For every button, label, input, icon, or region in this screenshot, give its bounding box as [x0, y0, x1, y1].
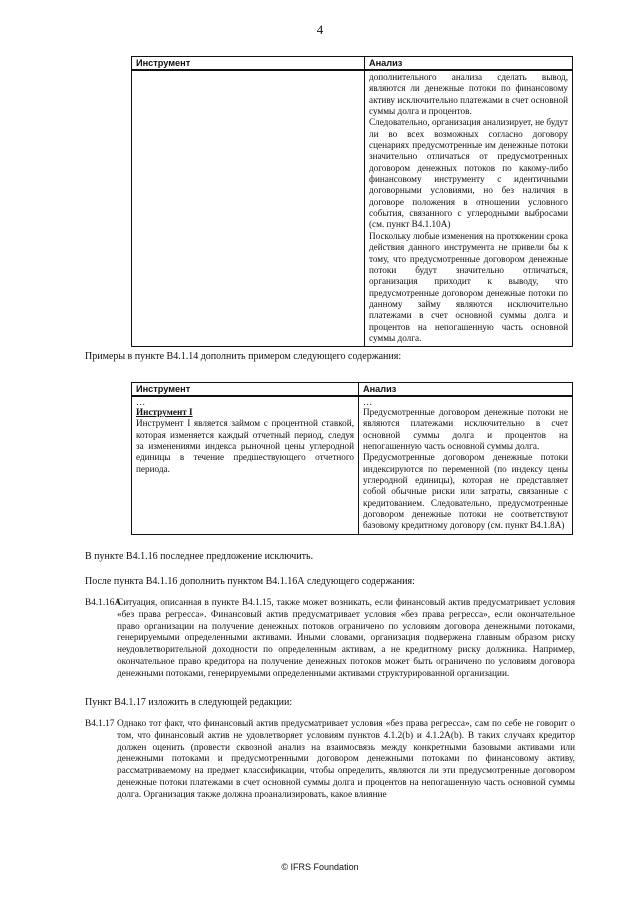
table2-ellipsis: … [136, 397, 146, 407]
table1-instrument-cell [132, 70, 365, 347]
table1-analysis-paragraph: Следовательно, организация анализирует, не будут ли во всех возможных согласно договору сценариях предусмотренные им денежные потоки значительно отличаться от предусмотренных договором денежных потоков по какому-либо финансовому инструменту с идентичными договорными условиями, но без наличия в договоре положения в отношении условного события, связанного с углеродными выбросами (см. пункт В4.1.10А) [369, 117, 568, 230]
examples-intro: Примеры в пункте В4.1.14 дополнить примером следующего содержания: [85, 351, 402, 362]
analysis-table-1 [131, 56, 573, 347]
table2-header-analysis: Анализ [359, 383, 573, 397]
instruction-restate-paragraph: Пункт В4.1.17 изложить в следующей редакции: [85, 697, 293, 708]
table1-analysis-paragraph: Поскольку любые изменения на протяжении срока действия данного инструмента не привели бы к тому, что предусмотренные договором денежные потоки будут значительно отличаться, организация приходит к выводу, что предусмотренные договором денежные потоки по данному займу являются исключительно платежами в счет основной суммы долга и процентов на непогашенную часть основной суммы долга. [369, 230, 568, 343]
paragraph-text: Однако тот факт, что финансовый актив предусматривает условия «без права регресса», сам по себе не говорит о том, что финансовый актив не удовлетворяет условиям пунктов 4.1.2(b) и 4.1.2A(b). В таких случаях кредитор должен оценить (провести сквозной анализ на взаимосвязь между конкретными базовыми активами или денежными потоками и предусмотренными договором денежными потоками по финансовому активу, рассматриваемому на предмет классификации, чтобы определить, являются ли эти предусмотренные договором денежные потоки платежами в счет основной суммы долга и процентов на непогашенную часть основной суммы долга. Организация также должна проанализировать, какое влияние [117, 719, 575, 800]
instruction-delete-sentence: В пункте В4.1.16 последнее предложение исключить. [85, 551, 314, 562]
page-number: 4 [316, 22, 324, 37]
instrument-i-title: Инструмент I [136, 407, 193, 417]
instrument-i-description: Инструмент I является займом с процентной ставкой, которая изменяется каждый отчетный период, следуя за изменениями индекса рыночной цены углеродной единицы в течение предшествующего отчетного периода. [136, 418, 354, 474]
table2-analysis-paragraph: Предусмотренные договором денежные потоки не являются платежами исключительно в счет основной суммы долга и процентов на непогашенную часть основной суммы долга. [363, 407, 568, 452]
table2-analysis-paragraph: Предусмотренные договором денежные потоки индексируются по переменной (по индексу цены углеродной единицы), которая не представляет собой обычные риски или затраты, связанные с кредитованием. Следовательно, предусмотренные договором денежные потоки не соответствуют базовому кредитному договору (см. пункт В4.1.8А) [363, 452, 568, 531]
paragraph-b4116a [85, 598, 575, 680]
paragraph-number: В4.1.17 [85, 719, 115, 729]
table1-header-analysis: Анализ [365, 57, 573, 71]
footer-copyright: © IFRS Foundation [281, 862, 359, 872]
paragraph-b4117 [85, 719, 575, 801]
table1-analysis-cell [365, 70, 573, 347]
analysis-table-2 [131, 382, 573, 535]
table2-analysis-cell [359, 396, 573, 534]
table2-ellipsis: … [363, 397, 373, 407]
paragraph-text: Ситуация, описанная в пункте В4.1.15, также может возникать, если финансовый актив предусматривает условия «без права регресса». Финансовый актив предусматривает условия «без права регресса», если окончательное право организации на получение денежных потоков ограничено по условиям договора денежными потоками, генерируемыми определенными активами. Иными словами, организация подвержена главным образом риску неудовлетворительной доходности по определенным активам, а не кредитному риску должника. Например, окончательное право кредитора на получение денежных потоков может быть ограничено по условиям договора денежными потоками, генерируемыми определенными активами структурированной организации. [117, 598, 575, 679]
table2-instrument-cell [132, 396, 359, 534]
table2-header-instrument: Инструмент [132, 383, 359, 397]
table1-header-instrument: Инструмент [132, 57, 365, 71]
instruction-add-paragraph: После пункта В4.1.16 дополнить пунктом В4.1.16А следующего содержания: [85, 576, 415, 587]
paragraph-number: В4.1.16А [85, 598, 122, 608]
table1-analysis-paragraph: дополнительного анализа сделать вывод, являются ли денежные потоки по финансовому активу исключительно платежами в счет основной суммы долга и процентов. [369, 72, 568, 117]
